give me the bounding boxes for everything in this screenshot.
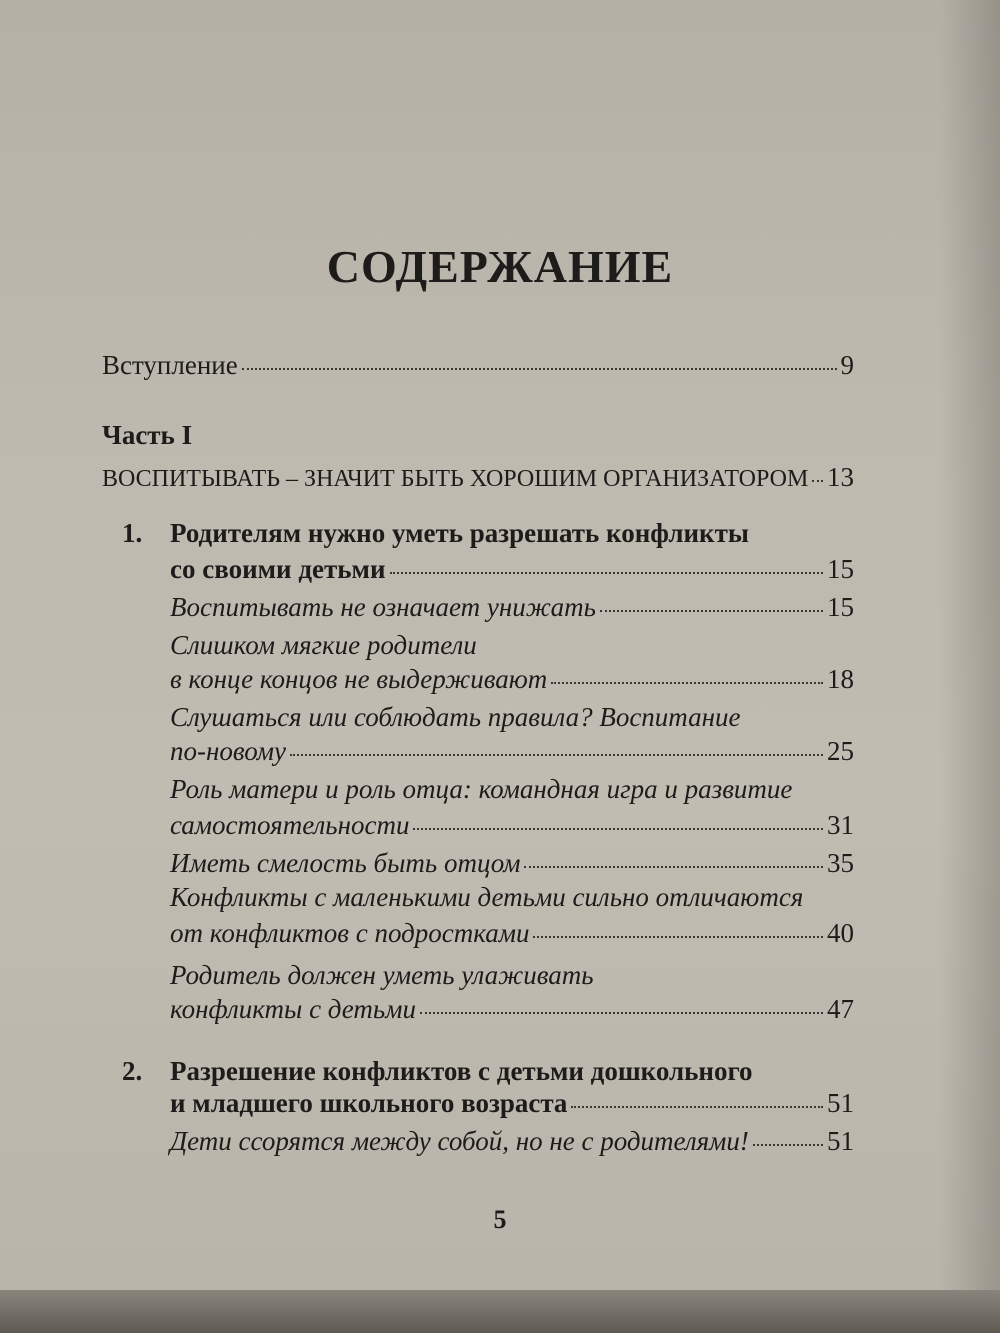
toc-section [170, 594, 854, 621]
leader-dots [420, 1012, 823, 1014]
part-subtitle: ВОСПИТЫВАТЬ – ЗНАЧИТ БЫТЬ ХОРОШИМ ОРГАНИЗАТОРОМ [102, 466, 809, 492]
section-page: 18 [827, 664, 854, 694]
section-page: 35 [827, 848, 854, 878]
section-page: 31 [827, 810, 854, 840]
chapter-title-line: Разрешение конфликтов с детьми дошкольного [170, 1056, 753, 1086]
toc-chapter [170, 556, 854, 583]
section-title: Слушаться или соблюдать правила? Воспитание [170, 702, 741, 732]
page-number: 5 [493, 1205, 507, 1234]
section-title: Дети ссорятся между собой, но не с родителями! [170, 1126, 749, 1156]
part-page: 13 [827, 462, 854, 492]
chapter-page: 15 [827, 554, 854, 584]
chapter-number: 2. [122, 1056, 143, 1086]
section-title: от конфликтов с подростками [170, 918, 530, 948]
leader-dots [242, 368, 837, 370]
leader-dots [551, 682, 823, 684]
chapter-page: 51 [827, 1088, 854, 1118]
toc-section [170, 1128, 854, 1155]
leader-dots [413, 828, 823, 830]
chapter-title-line: со своими детьми [170, 554, 386, 584]
section-title: Роль матери и роль отца: командная игра и развитие [170, 774, 793, 804]
section-title: Иметь смелость быть отцом [170, 848, 521, 878]
toc-intro [102, 352, 854, 379]
chapter-title-line: Родителям нужно уметь разрешать конфликты [170, 518, 749, 548]
toc-part [102, 464, 854, 491]
toc-section [170, 812, 854, 839]
section-title: в конце концов не выдерживают [170, 664, 548, 694]
leader-dots [290, 754, 823, 756]
section-title: Слишком мягкие родители [170, 630, 477, 660]
section-page: 47 [827, 994, 854, 1024]
section-title: самостоятельности [170, 810, 410, 840]
section-title: Родитель должен уметь улаживать [170, 960, 594, 990]
toc-intro-page: 9 [840, 350, 854, 380]
toc-section [170, 738, 854, 765]
leader-dots [390, 572, 824, 574]
section-page: 25 [827, 736, 854, 766]
section-title: по-новому [170, 736, 286, 766]
leader-dots [600, 610, 823, 612]
leader-dots [524, 866, 823, 868]
section-page: 15 [827, 592, 854, 622]
leader-dots [753, 1144, 823, 1146]
toc-section [170, 996, 854, 1023]
leader-dots [533, 936, 823, 938]
page-title: СОДЕРЖАНИЕ [326, 241, 674, 292]
section-page: 51 [827, 1126, 854, 1156]
leader-dots [812, 480, 823, 482]
section-title: Конфликты с маленькими детьми сильно отличаются [170, 882, 804, 912]
toc-section [170, 666, 854, 693]
toc-intro-label: Вступление [102, 350, 238, 380]
toc-section [170, 920, 854, 947]
section-page: 40 [827, 918, 854, 948]
section-title: конфликты с детьми [170, 994, 416, 1024]
toc-section [170, 850, 854, 877]
section-title: Воспитывать не означает унижать [170, 592, 596, 622]
chapter-number: 1. [122, 518, 143, 548]
toc-chapter [170, 1090, 854, 1117]
leader-dots [571, 1106, 823, 1108]
part-heading: Часть I [102, 420, 193, 450]
page-edge-shadow [0, 1290, 1000, 1333]
chapter-title-line: и младшего школьного возраста [170, 1088, 568, 1118]
